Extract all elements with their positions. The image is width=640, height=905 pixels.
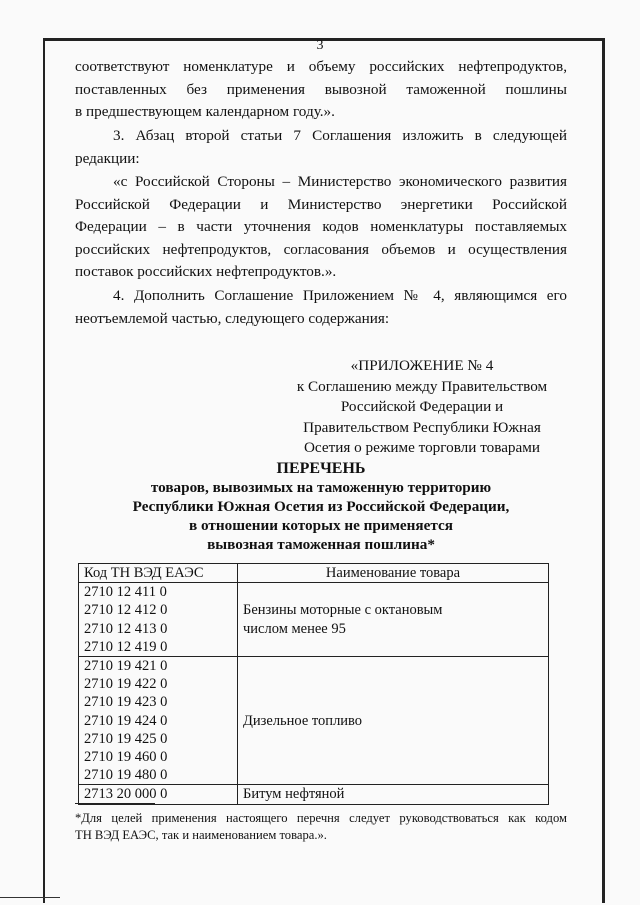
list-title — [75, 459, 567, 554]
intro-paragraph — [75, 56, 567, 124]
appendix-subtitle-line: к Соглашению между Правительством — [296, 377, 548, 395]
quoted-paragraph — [75, 171, 567, 284]
table-header-row — [79, 564, 549, 583]
tn-ved-code: 2710 12 412 0 — [84, 602, 168, 619]
text-line: 4. Дополнить Соглашение Приложением № 4, являющимся его — [113, 287, 567, 304]
appendix-subtitle-line: Российской Федерации и — [340, 398, 504, 415]
text-line: в предшествующем календарном году.». — [75, 103, 335, 120]
name-column-header: Наименование товара — [238, 564, 549, 583]
text-line: «с Российской Стороны – Министерство экономического развития — [113, 173, 567, 190]
text-line: неотъемлемой частью, следующего содержания: — [75, 309, 390, 327]
code-cell — [79, 785, 238, 804]
table-row — [79, 657, 549, 785]
goods-table — [78, 563, 549, 805]
list-title-line: Республики Южная Осетия из Российской Федерации, — [132, 498, 510, 515]
tn-ved-code: 2710 19 422 0 — [84, 676, 168, 693]
text-line: российских нефтепродуктов, согласования объемов и осуществления — [75, 240, 567, 258]
text-line: 3. Абзац второй статьи 7 Соглашения изложить в следующей — [113, 127, 567, 144]
tn-ved-code: 2710 19 424 0 — [84, 712, 168, 729]
tn-ved-code: 2710 19 421 0 — [84, 658, 168, 675]
code-cell — [79, 657, 238, 785]
footnote-line: *Для целей применения настоящего перечня следует руководствоваться как кодом — [75, 811, 567, 825]
tn-ved-code: 2713 20 000 0 — [84, 786, 168, 803]
tn-ved-code: 2710 12 411 0 — [84, 584, 167, 601]
list-title-line: товаров, вывозимых на таможенную территорию — [150, 479, 492, 496]
text-line: редакции: — [75, 149, 140, 167]
tn-ved-code: 2710 19 460 0 — [84, 749, 168, 766]
list-title-line: в отношении которых не применяется — [189, 517, 453, 534]
table-row — [79, 785, 549, 804]
footnote — [75, 810, 567, 844]
item-4-paragraph — [75, 285, 567, 330]
appendix-subtitle-line: Правительством Республики Южная — [303, 418, 541, 436]
item-3-paragraph — [75, 125, 567, 170]
bottom-rule — [0, 897, 60, 898]
code-cell — [79, 583, 238, 657]
list-heading: ПЕРЕЧЕНЬ — [276, 460, 366, 477]
text-line: Российской Федерации и Министерство энергетики Российской — [75, 195, 567, 213]
product-name-cell: Дизельное топливо — [238, 657, 549, 785]
text-line: поставленных без применения вывозной таможенной пошлины — [75, 80, 567, 98]
text-line: соответствуют номенклатуре и объему российских нефтепродуктов, — [75, 58, 567, 75]
product-name-cell: Битум нефтяной — [238, 785, 549, 804]
code-column-header: Код ТН ВЭД ЕАЭС — [79, 564, 238, 583]
text-line: Федерации – в части уточнения кодов номенклатуры поставляемых — [75, 218, 567, 235]
footnote-separator — [75, 803, 155, 804]
appendix-subtitle-line: Осетия о режиме торговли товарами — [303, 439, 541, 456]
tn-ved-code: 2710 19 480 0 — [84, 767, 168, 784]
table-row — [79, 583, 549, 657]
text-line: поставок российских нефтепродуктов.». — [75, 263, 337, 280]
tn-ved-code: 2710 19 425 0 — [84, 730, 168, 747]
list-title-line: вывозная таможенная пошлина* — [207, 536, 435, 553]
product-name-cell: Бензины моторные с октановым числом менее 95 — [238, 583, 549, 657]
tn-ved-code: 2710 12 419 0 — [84, 638, 168, 655]
tn-ved-code: 2710 12 413 0 — [84, 620, 168, 637]
tn-ved-code: 2710 19 423 0 — [84, 694, 168, 711]
footnote-line: ТН ВЭД ЕАЭС, так и наименованием товара.». — [75, 828, 327, 842]
appendix-header — [277, 356, 567, 459]
appendix-title: «ПРИЛОЖЕНИЕ № 4 — [350, 357, 494, 374]
page-number: 3 — [316, 38, 324, 53]
